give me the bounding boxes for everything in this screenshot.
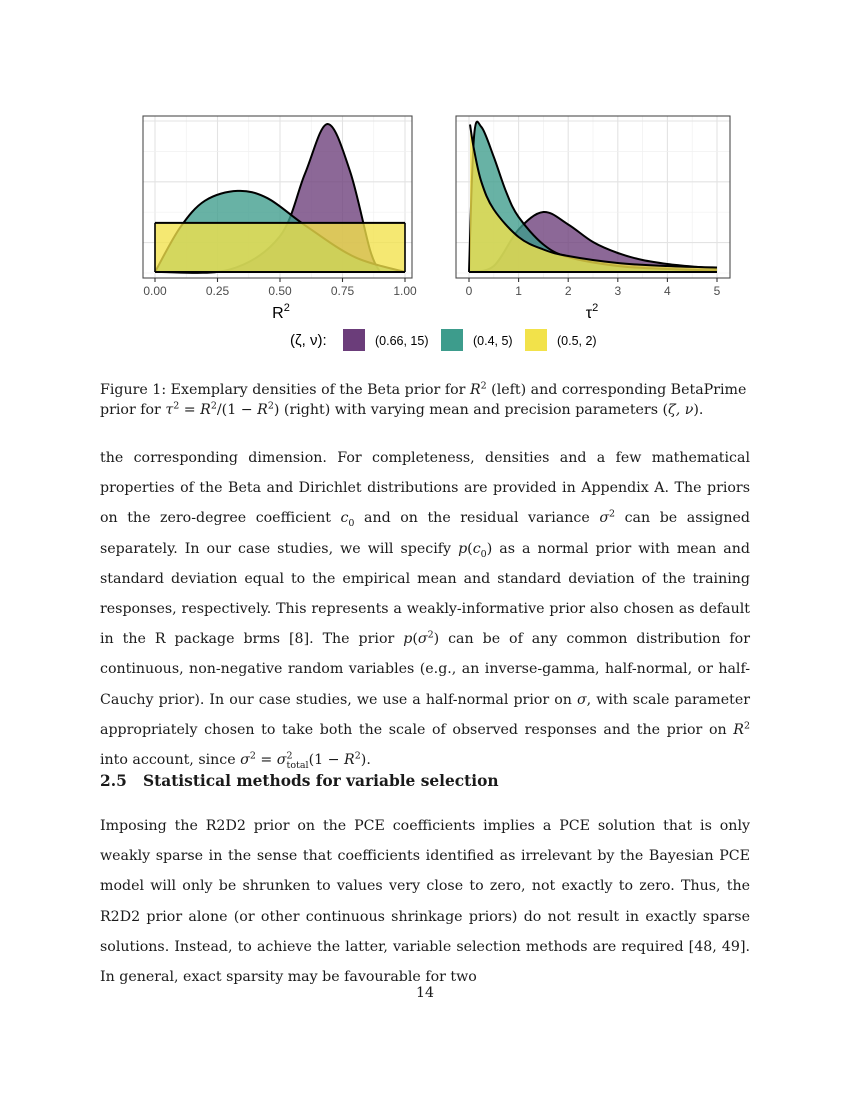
legend-swatch-2 (525, 329, 547, 351)
left-density-area-2 (155, 223, 405, 272)
legend-swatch-0 (343, 329, 365, 351)
right-x-tick-label: 0 (465, 284, 473, 298)
right-x-tick-label: 4 (664, 284, 671, 298)
section-number: 2.5 (100, 772, 127, 790)
left-x-tick-label: 1.00 (393, 284, 417, 298)
body-paragraph-2: Imposing the R2D2 prior on the PCE coefficients implies a PCE solution that is only weakly sparse in the sense that coefficients identified as irrelevant by the Bayesian PCE model will only be shrunken to values very close to zero, not exactly to zero. Thus, the R2D2 prior alone (or other continuous shrinkage priors) do not result in exactly sparse solutions. Instead, to achieve the latter, variable selection methods are required [48, 49]. In general, exact sparsity may be favourable for two (100, 818, 750, 986)
section-heading (100, 772, 499, 790)
legend-swatch-1 (441, 329, 463, 351)
legend-label-0: (0.66, 15) (375, 334, 429, 348)
right-density-panel (456, 116, 730, 298)
left-x-tick-label: 0.00 (143, 284, 167, 298)
right-x-axis-label: $\tau^2$ (585, 302, 599, 322)
figure-1 (0, 100, 850, 370)
right-x-tick-label: 2 (564, 284, 572, 298)
body-paragraph-1: the corresponding dimension. For completeness, densities and a few mathematical properties of the Beta and Dirichlet distributions are provided in Appendix A. The priors on the zero-degree coefficient $c_0$ and on the residual variance $\sigma^2$ can be assigned separately. In our case studies, we will specify $p(c_0)$ as a normal prior with mean and standard deviation equal to the empirical mean and standard deviation of the training responses, respectively. This represents a weakly-informative prior also chosen as default in the R package brms [8]. The prior $p(\sigma^2)$ can be of any common distribution for continuous, non-negative random variables (e.g., an inverse-gamma, half-normal, or half-Cauchy prior). In our case studies, we use a half-normal prior on σ, with scale parameter appropriately chosen to take both the scale of observed responses and the prior on $R^2$ into account, since $\sigma^2 = \sigma^2_{total}(1 - R^2)$. (100, 450, 750, 771)
right-x-tick-label: 5 (713, 284, 721, 298)
figure-caption: Figure 1: Exemplary densities of the Beta prior for $R^2$ (left) and corresponding BetaPrime prior for $\tau^2 = R^2/(1 - R^2)$ (right) with varying mean and precision parameters (ζ, ν). (100, 380, 747, 418)
left-x-tick-label: 0.25 (205, 284, 230, 298)
legend-title: (ζ, ν): (290, 332, 327, 349)
left-x-tick-label: 0.75 (330, 284, 355, 298)
left-x-tick-label: 0.50 (268, 284, 292, 298)
legend (290, 329, 597, 351)
left-density-panel (143, 116, 417, 298)
right-x-tick-label: 3 (614, 284, 622, 298)
page-number: 14 (415, 985, 435, 1001)
left-x-axis-label: $R^2$ (272, 302, 290, 322)
section-title: Statistical methods for variable selection (143, 772, 499, 790)
legend-label-2: (0.5, 2) (557, 334, 597, 348)
legend-label-1: (0.4, 5) (473, 334, 513, 348)
right-x-tick-label: 1 (515, 284, 522, 298)
